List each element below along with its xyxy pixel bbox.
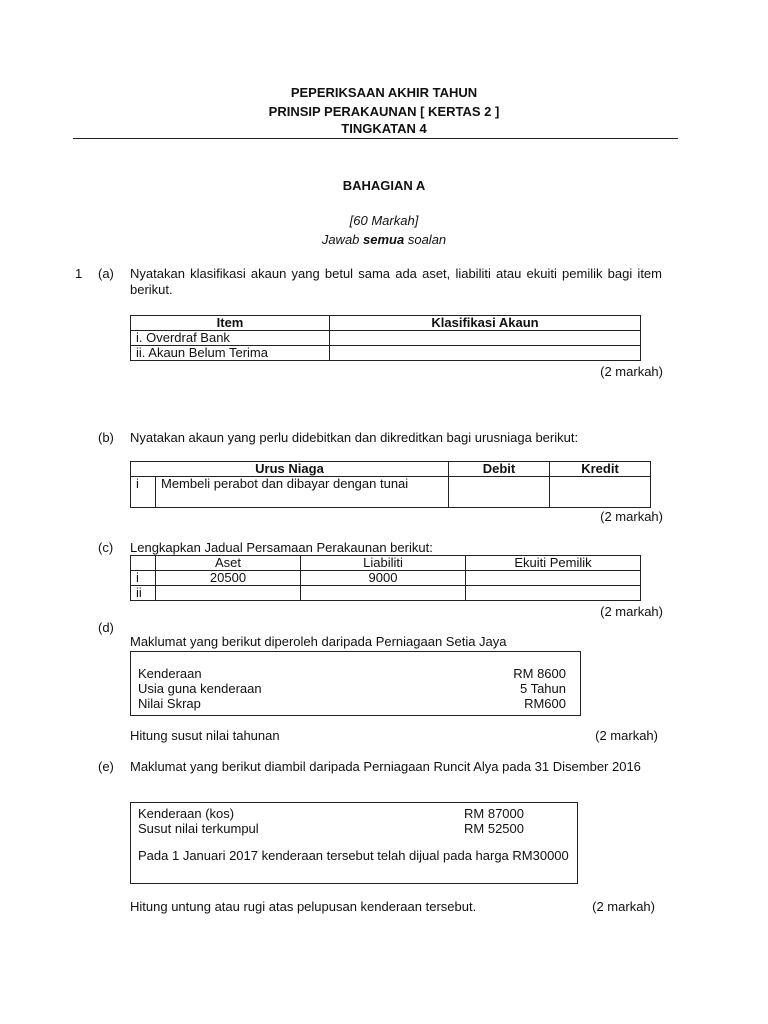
table-row: i 20500 9000 <box>131 571 641 586</box>
part-a-label: (a) <box>98 266 114 281</box>
transaction-table <box>130 461 651 508</box>
part-a-text: Nyatakan klasifikasi akaun yang betul sama ada aset, liabiliti atau ekuiti pemilik bagi item berikut. <box>130 266 662 297</box>
col-debit: Debit <box>449 462 550 477</box>
section-title: BAHAGIAN A <box>342 178 426 193</box>
accounting-equation-table <box>130 555 641 601</box>
col-urus-niaga: Urus Niaga <box>131 462 449 477</box>
part-d-marks: (2 markah) <box>595 728 658 743</box>
col-kredit: Kredit <box>550 462 651 477</box>
part-e-text: Maklumat yang berikut diambil daripada Perniagaan Runcit Alya pada 31 Disember 2016 <box>130 759 641 774</box>
col-ekuiti: Ekuiti Pemilik <box>466 556 641 571</box>
part-d-label: (d) <box>98 620 114 635</box>
section-instruction: Jawab semua soalan <box>321 232 447 247</box>
info-row-skrap: Nilai Skrap RM600 <box>138 696 566 711</box>
header-divider <box>73 138 678 139</box>
table-row: i. Overdraf Bank <box>131 331 641 346</box>
part-c-label: (c) <box>98 540 114 555</box>
subject-title: PRINSIP PERAKAUNAN [ KERTAS 2 ] <box>268 104 500 119</box>
col-liabiliti: Liabiliti <box>301 556 466 571</box>
table-row: i Membeli perabot dan dibayar dengan tunai <box>131 477 651 508</box>
part-b-text: Nyatakan akaun yang perlu didebitkan dan dikreditkan bagi urusniaga berikut: <box>130 430 579 445</box>
form-title: TINGKATAN 4 <box>341 121 427 136</box>
part-e-question: Hitung untung atau rugi atas pelupusan kenderaan tersebut. <box>130 899 477 914</box>
col-klasifikasi: Klasifikasi Akaun <box>330 316 641 331</box>
part-b-marks: (2 markah) <box>600 509 663 524</box>
info-row-susut: Susut nilai terkumpul RM 52500 <box>138 821 524 836</box>
table-row: ii. Akaun Belum Terima <box>131 346 641 361</box>
info-row-kenderaan: Kenderaan RM 8600 <box>138 666 566 681</box>
section-marks: [60 Markah] <box>349 213 419 228</box>
vehicle-info-box <box>130 651 581 716</box>
part-e-marks: (2 markah) <box>592 899 655 914</box>
part-c-text: Lengkapkan Jadual Persamaan Perakaunan berikut: <box>130 540 433 555</box>
part-c-marks: (2 markah) <box>600 604 663 619</box>
question-number: 1 <box>75 266 83 281</box>
part-e-label: (e) <box>98 759 114 774</box>
disposal-info-box <box>130 802 578 884</box>
part-a-marks: (2 markah) <box>600 364 663 379</box>
disposal-note: Pada 1 Januari 2017 kenderaan tersebut telah dijual pada harga RM30000 <box>138 848 569 863</box>
info-row-kos: Kenderaan (kos) RM 87000 <box>138 806 524 821</box>
part-d-question: Hitung susut nilai tahunan <box>130 728 280 743</box>
classification-table <box>130 315 641 361</box>
col-aset: Aset <box>156 556 301 571</box>
part-b-label: (b) <box>98 430 114 445</box>
exam-title: PEPERIKSAAN AKHIR TAHUN <box>290 85 478 100</box>
col-item: Item <box>131 316 330 331</box>
part-d-text: Maklumat yang berikut diperoleh daripada Perniagaan Setia Jaya <box>130 634 507 649</box>
table-row: ii <box>131 586 641 601</box>
info-row-usia: Usia guna kenderaan 5 Tahun <box>138 681 566 696</box>
